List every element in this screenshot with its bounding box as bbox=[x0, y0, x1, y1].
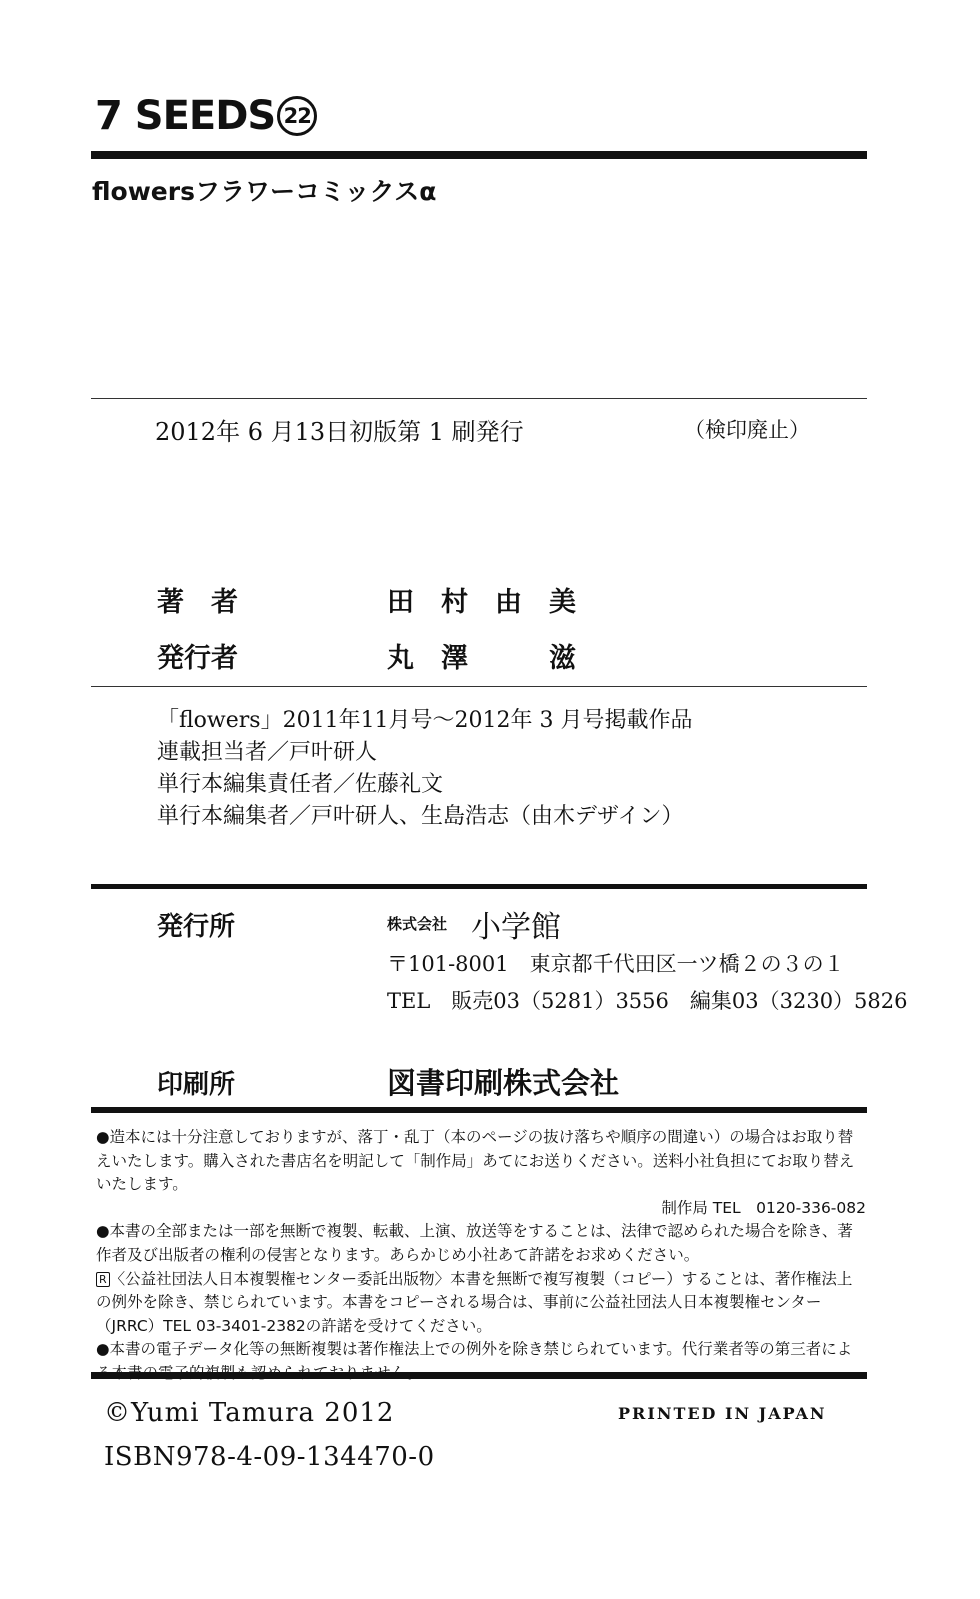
company-prefix: 株式会社 bbox=[387, 915, 448, 933]
notice-contact: 制作局 TEL 0120-336-082 bbox=[661, 1198, 866, 1217]
date-top-divider bbox=[91, 398, 867, 399]
printer-name: 図書印刷株式会社 bbox=[387, 1066, 620, 1100]
publisher-divider bbox=[91, 884, 867, 889]
notice-top-divider bbox=[91, 1107, 867, 1113]
series-name: flowersフラワーコミックスα bbox=[92, 177, 437, 206]
printed-in: PRINTED IN JAPAN bbox=[618, 1404, 827, 1423]
publisher-name: 丸 澤 滋 bbox=[387, 643, 576, 674]
isbn: ISBN978-4-09-134470-0 bbox=[104, 1442, 435, 1472]
notice-text: 〈公益社団法人日本複製権センター委託出版物〉本書を無断で複写複製（コピー）することは、著作権法上の例外を除き、禁じられています。本書をコピーされる場合は、事前に公益社団法人日本複製権センター（JRRC）TEL 03-3401-2382の許諾を受けてください。 bbox=[96, 1269, 853, 1335]
seal-note: （検印廃止） bbox=[684, 418, 810, 442]
publication-date: 2012年 6 月13日初版第 1 刷発行 bbox=[155, 418, 524, 446]
company-name: 小学館 bbox=[471, 910, 561, 945]
author-label: 著 者 bbox=[157, 587, 238, 618]
title-text: 7 SEEDS bbox=[95, 93, 276, 139]
book-title bbox=[95, 93, 317, 139]
volume-number-badge: 22 bbox=[277, 96, 317, 136]
legal-notice bbox=[96, 1126, 866, 1386]
printer-label: 印刷所 bbox=[157, 1070, 236, 1100]
serialization-line: 「flowers」2011年11月号～2012年 3 月号掲載作品 bbox=[157, 708, 693, 733]
notice-paragraph: ●造本には十分注意しておりますが、落丁・乱丁（本のページの抜け落ちや順序の間違い）の場合はお取り替えいたします。購入された書店名を明記して「制作局」あてにお送りください。送料小社負担にてお取り替えいたします。 bbox=[96, 1128, 855, 1194]
publisher-phone: TEL 販売03（5281）3556 編集03（3230）5826 bbox=[387, 989, 908, 1013]
serialization-line: 単行本編集責任者／佐藤礼文 bbox=[157, 772, 444, 797]
author-name: 田 村 由 美 bbox=[387, 587, 576, 618]
publisher-office-label: 発行所 bbox=[157, 912, 236, 942]
notice-paragraph: ●本書の電子データ化等の無断複製は著作権法上での例外を除き禁じられています。代行業者等の第三者によ bbox=[96, 1340, 853, 1359]
footer-divider bbox=[91, 1372, 867, 1379]
registered-mark-icon: R bbox=[96, 1272, 110, 1287]
publisher-address: 〒101-8001 東京都千代田区一ツ橋２の３の１ bbox=[387, 952, 845, 976]
publisher-label: 発行者 bbox=[157, 643, 238, 674]
serialization-line: 単行本編集者／戸叶研人、生島浩志（由木デザイン） bbox=[157, 804, 684, 829]
serialization-line: 連載担当者／戸叶研人 bbox=[157, 740, 378, 765]
notice-paragraph: ●本書の全部または一部を無断で複製、転載、上演、放送等をすることは、法律で認められた場合を除き、著作者及び出版者の権利の侵害となります。あらかじめ小社あて許諾をお求めください。 bbox=[96, 1222, 853, 1264]
header-divider bbox=[91, 151, 867, 159]
copyright: ©Yumi Tamura 2012 bbox=[104, 1398, 395, 1428]
credits-divider bbox=[91, 686, 867, 687]
notice-paragraph bbox=[96, 1268, 866, 1339]
